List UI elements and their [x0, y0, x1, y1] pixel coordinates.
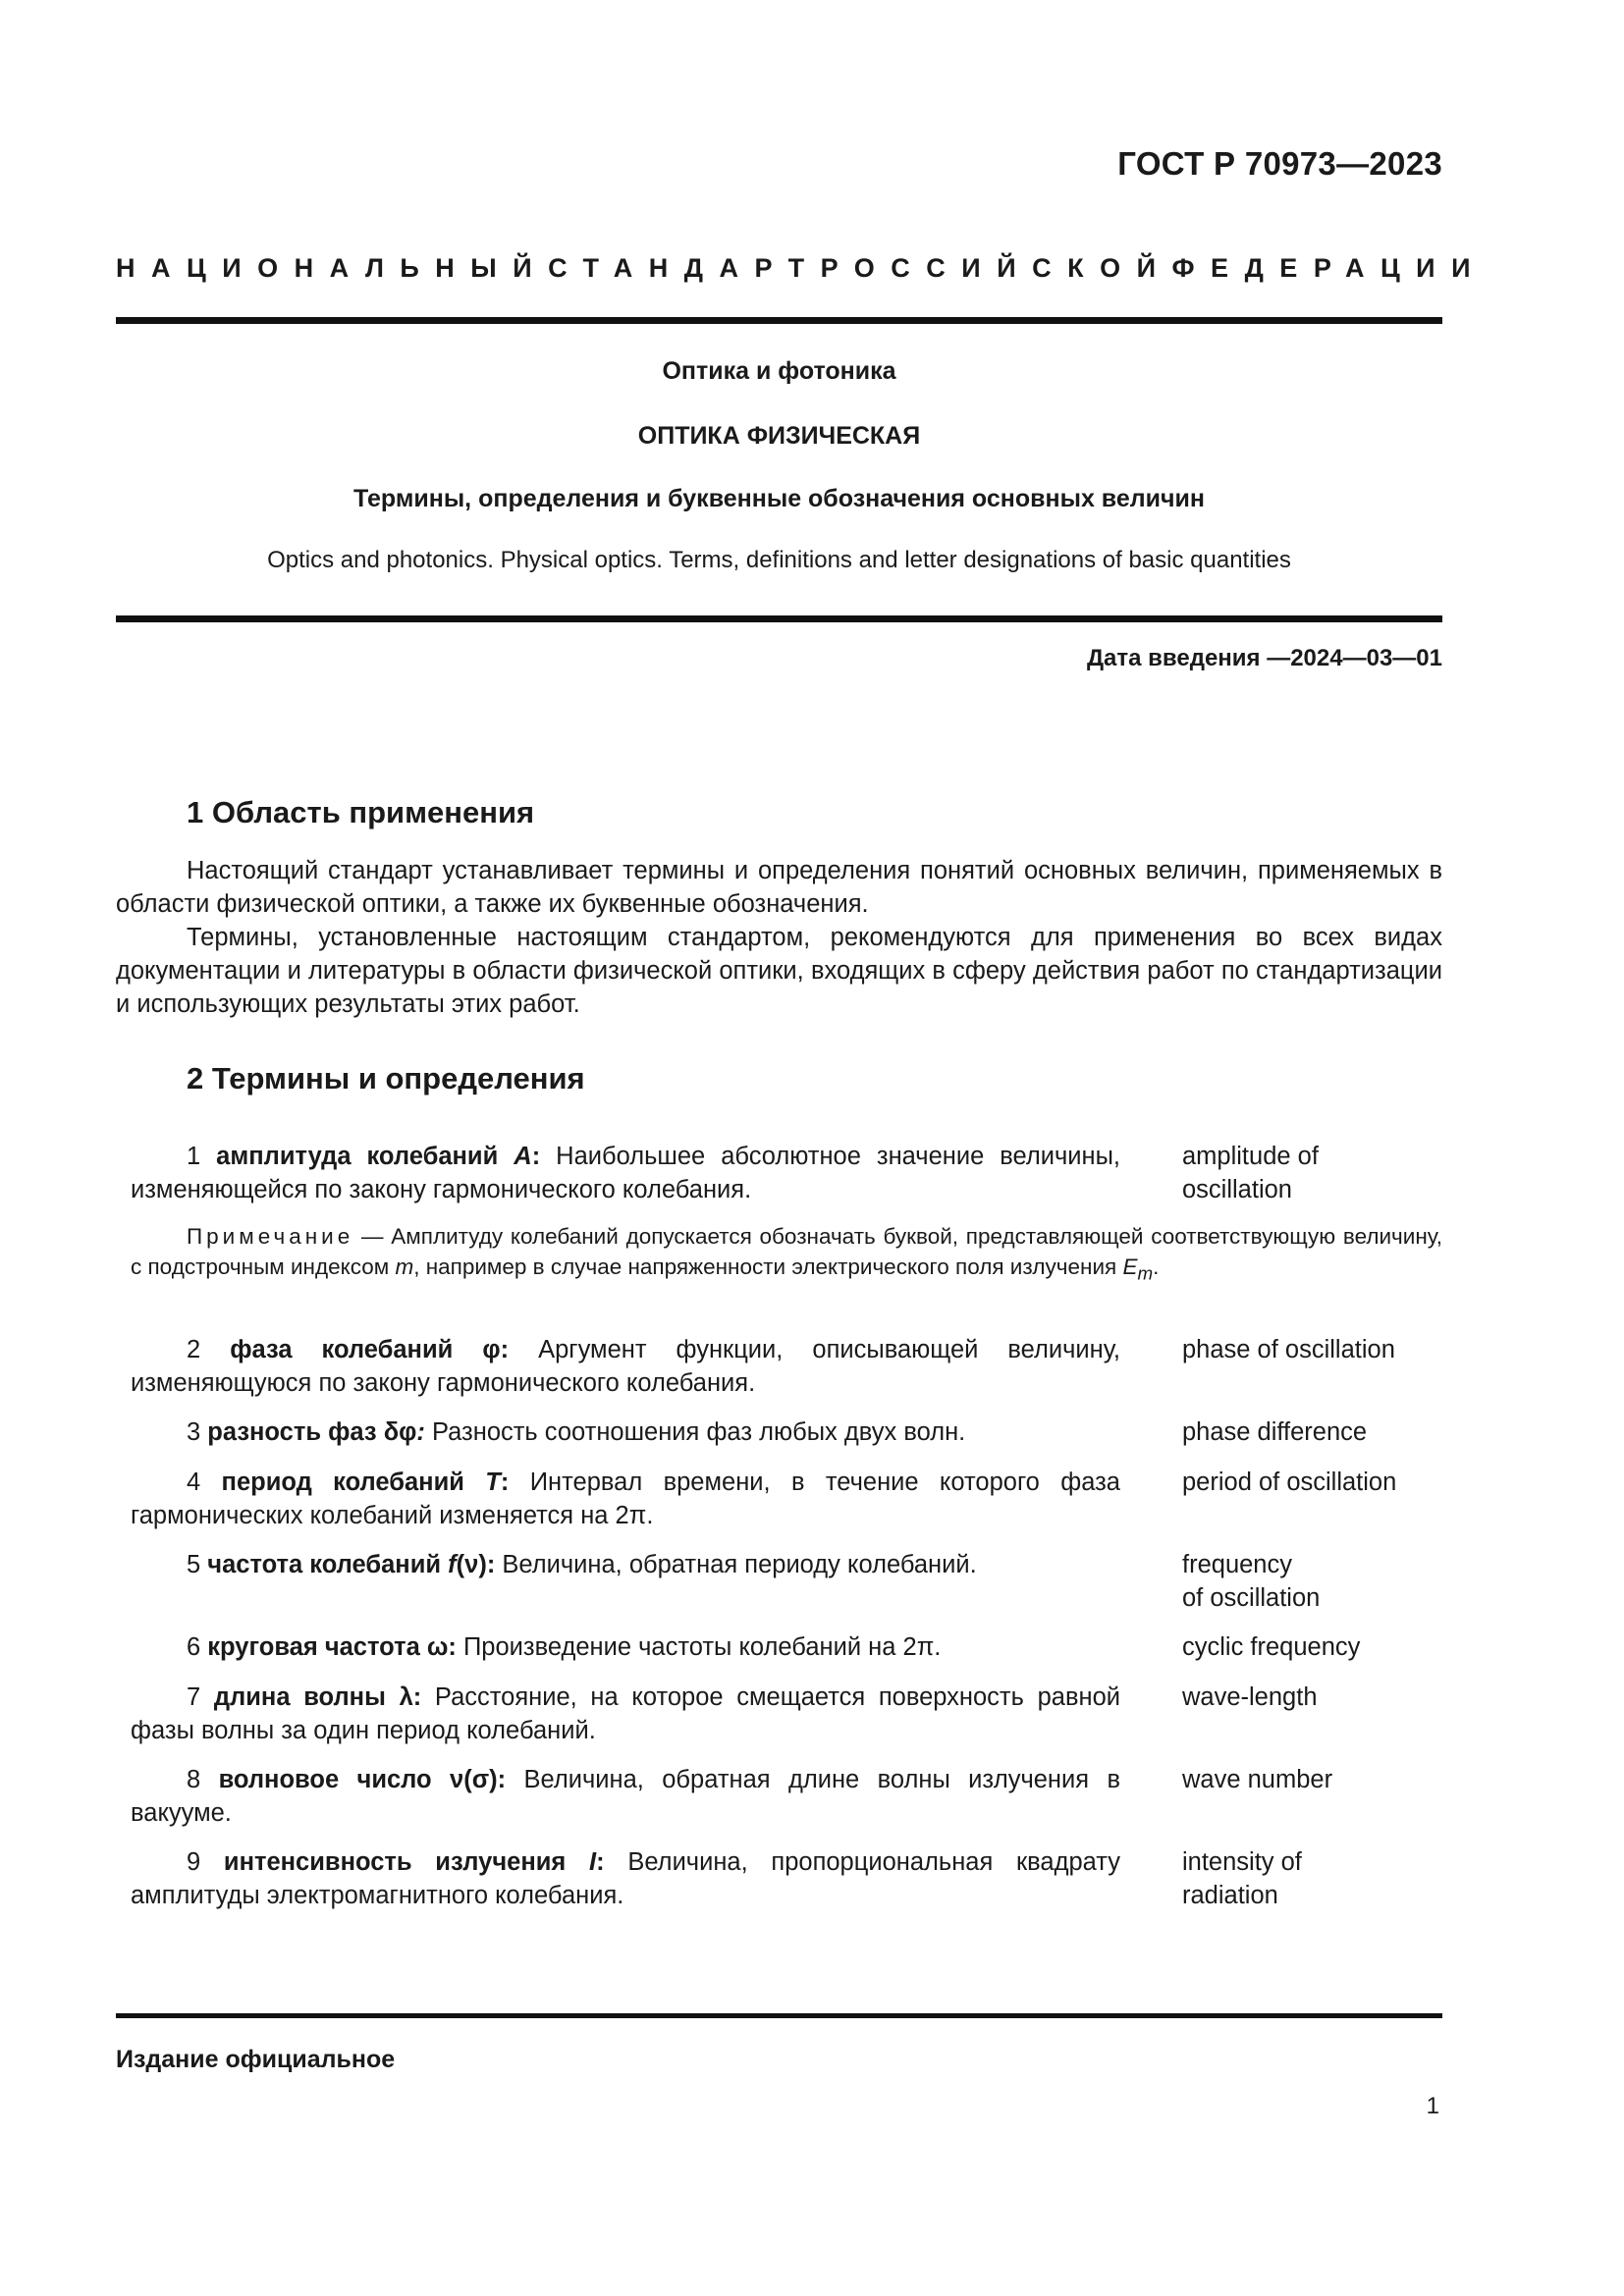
term-name: длина волны	[213, 1683, 386, 1711]
term-english	[1182, 1333, 1442, 1366]
term-entry	[131, 1548, 1120, 1581]
section-1-paragraph-2: Термины, установленные настоящим стандартом, рекомендуются для применения во всех видах документации и литературы в области физической оптики, входящих в сферу действия работ по стандартизации и использующих результаты этих работ.	[116, 924, 1442, 1018]
section-1-paragraph-1: Настоящий стандарт устанавливает термины и определения понятий основных величин, применяемых в области физической оптики, а также их буквенные обозначения.	[116, 857, 1442, 918]
term-symbol: I	[589, 1848, 597, 1876]
term-definition: Наибольшее абсолютное значение величины, изменяющейся по закону гармонического колебания.	[131, 1143, 1120, 1203]
term-colon: :	[531, 1143, 541, 1170]
term-definition: Аргумент функции, описывающей величину, изменяющуюся по закону гармонического колебания.	[131, 1336, 1120, 1397]
term-colon: :	[412, 1683, 422, 1711]
term-english	[1182, 1681, 1442, 1714]
term-entry	[131, 1415, 1120, 1449]
term-definition: Разность соотношения фаз любых двух волн.	[424, 1418, 966, 1446]
term-entry	[131, 1630, 1120, 1664]
title-english: Optics and photonics. Physical optics. Terms, definitions and letter designations of basic quantities	[267, 547, 1291, 573]
term-english	[1182, 1845, 1442, 1912]
term-symbol: ν(σ)	[450, 1766, 498, 1793]
note-index-m: m	[395, 1255, 414, 1279]
term-name: фаза колебаний	[230, 1336, 454, 1363]
term-colon: :	[486, 1551, 496, 1578]
term-english-line: phase difference	[1182, 1418, 1368, 1446]
term-definition: Величина, пропорциональная квадрату амплитуды электромагнитного колебания.	[131, 1848, 1120, 1909]
term-english-line: cyclic frequency	[1182, 1633, 1361, 1661]
term-entry	[131, 1466, 1120, 1532]
term-entry	[131, 1763, 1120, 1830]
term-english-line: oscillation	[1182, 1176, 1292, 1203]
term-entry	[131, 1845, 1120, 1912]
term-symbol: A	[514, 1143, 532, 1170]
term-name: волновое число	[218, 1766, 432, 1793]
term-english-line: period of oscillation	[1182, 1468, 1397, 1496]
term-english-line: frequency	[1182, 1551, 1292, 1578]
term-name: период колебаний	[221, 1468, 464, 1496]
page-number: 1	[1426, 2093, 1439, 2119]
term-english-line: amplitude of	[1182, 1143, 1319, 1170]
term-symbol: φ	[482, 1336, 501, 1363]
term-colon: :	[596, 1848, 605, 1876]
title-line-1: Оптика и фотоника	[662, 357, 896, 385]
term-english	[1182, 1630, 1442, 1664]
term-name: круговая частота	[207, 1633, 420, 1661]
term-number: 3	[187, 1418, 201, 1446]
term-symbol: λ	[399, 1683, 413, 1711]
term-english-line: wave-length	[1182, 1683, 1318, 1711]
term-definition: Произведение частоты колебаний на 2π.	[456, 1633, 942, 1661]
term-english	[1182, 1415, 1442, 1449]
term-symbol: f	[448, 1551, 457, 1578]
banner-word: ФЕДЕРАЦИИ	[1171, 253, 1487, 283]
term-number: 8	[187, 1766, 201, 1793]
term-colon: :	[416, 1418, 425, 1446]
note-end: .	[1153, 1255, 1160, 1279]
term-number: 6	[187, 1633, 201, 1661]
note-text: , например в случае напряженности электрического поля излучения	[413, 1255, 1123, 1279]
term-name: интенсивность излучения	[223, 1848, 567, 1876]
term-english-line: radiation	[1182, 1882, 1278, 1909]
term-number: 4	[187, 1468, 201, 1496]
note-text: — Амплитуду колебаний допускается обозначать буквой, представляющей соответствующую величину, с подстрочным индексом	[131, 1224, 1442, 1279]
note-label: Примечание	[187, 1224, 354, 1249]
term-english	[1182, 1763, 1442, 1796]
banner-word: РОССИЙСКОЙ	[820, 253, 1172, 283]
title-rule	[116, 615, 1442, 622]
term-definition: Величина, обратная длине волны излучения в вакууме.	[131, 1766, 1120, 1827]
national-standard-banner	[116, 253, 1487, 284]
term-english	[1182, 1548, 1442, 1615]
term-symbol: T	[485, 1468, 501, 1496]
term-number: 2	[187, 1336, 201, 1363]
header-rule	[116, 317, 1442, 324]
title-line-2: ОПТИКА ФИЗИЧЕСКАЯ	[637, 422, 921, 450]
section-2-heading: 2 Термины и определения	[187, 1061, 585, 1095]
term-note	[131, 1221, 1442, 1289]
term-colon: :	[497, 1766, 507, 1793]
term-english	[1182, 1466, 1442, 1499]
term-entry	[131, 1140, 1120, 1206]
official-edition-label: Издание официальное	[116, 2046, 396, 2073]
banner-word: СТАНДАРТ	[548, 253, 821, 283]
title-line-3: Термины, определения и буквенные обозначения основных величин	[353, 485, 1205, 512]
footer-rule	[116, 2013, 1442, 2018]
term-entry	[131, 1681, 1120, 1747]
term-definition: Величина, обратная периоду колебаний.	[495, 1551, 977, 1578]
doc-code: ГОСТ Р 70973—2023	[1117, 145, 1442, 182]
note-symbol-e: E	[1122, 1255, 1138, 1279]
banner-word: НАЦИОНАЛЬНЫЙ	[116, 253, 549, 283]
term-number: 5	[187, 1551, 201, 1578]
term-symbol: ω	[426, 1633, 449, 1661]
term-english	[1182, 1140, 1442, 1206]
term-english-line: wave number	[1182, 1766, 1333, 1793]
term-number: 7	[187, 1683, 201, 1711]
term-symbol: δφ	[383, 1418, 417, 1446]
term-english-line: phase of oscillation	[1182, 1336, 1395, 1363]
term-entry	[131, 1333, 1120, 1400]
term-colon: :	[500, 1468, 510, 1496]
term-number: 1	[187, 1143, 201, 1170]
term-definition: Расстояние, на которое смещается поверхность равной фазы волны за один период колебаний.	[131, 1683, 1120, 1744]
term-colon: :	[448, 1633, 457, 1661]
term-symbol-alt: (ν)	[456, 1551, 487, 1578]
term-english-line: of oscillation	[1182, 1584, 1321, 1612]
term-name: разность фаз	[207, 1418, 377, 1446]
term-colon: :	[500, 1336, 510, 1363]
term-english-line: intensity of	[1182, 1848, 1302, 1876]
introduction-date: Дата введения —2024—03—01	[1086, 645, 1442, 671]
term-name: амплитуда колебаний	[216, 1143, 499, 1170]
term-name: частота колебаний	[207, 1551, 442, 1578]
note-subscript-m: m	[1137, 1262, 1154, 1284]
section-1-heading: 1 Область применения	[187, 795, 535, 829]
term-definition: Интервал времени, в течение которого фаза гармонических колебаний изменяется на 2π.	[131, 1468, 1120, 1529]
term-number: 9	[187, 1848, 201, 1876]
